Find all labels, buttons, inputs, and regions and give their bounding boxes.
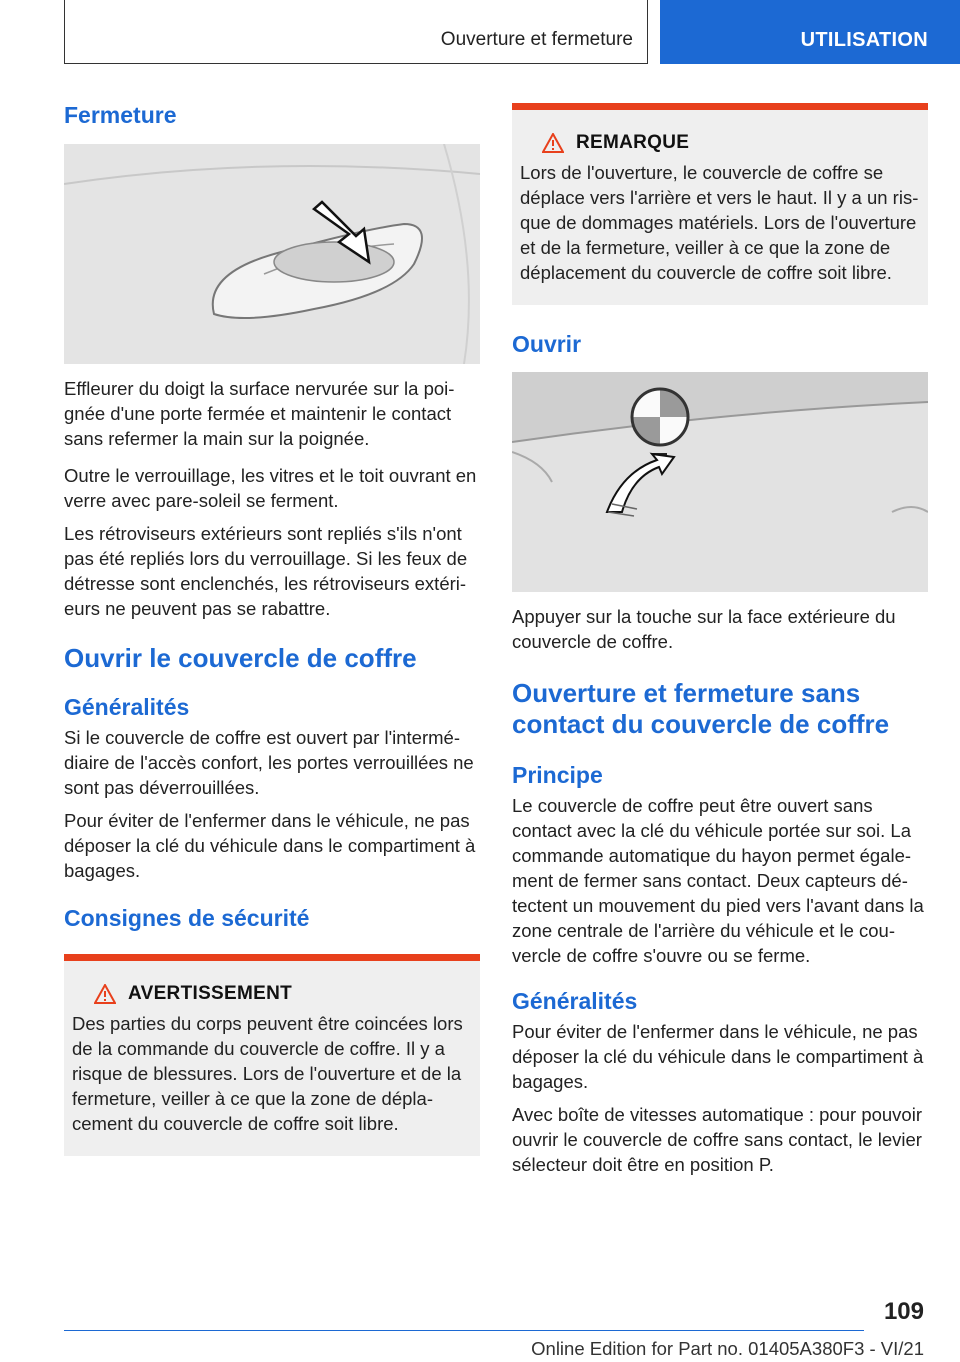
- note-box-title: [520, 132, 920, 154]
- door-handle-illustration: [64, 144, 480, 364]
- note-box: [512, 103, 928, 305]
- right-column: [512, 103, 928, 1177]
- ouvrir-paragraph-1: Appuyer sur la touche sur la face extérieure du couvercle de coffre.: [512, 606, 896, 652]
- generalites-paragraph-2: Pour éviter de l'enfermer dans le véhicule, ne pas déposer la clé du véhicule dans le compartiment à bagages.: [64, 810, 476, 881]
- note-text: Lors de l'ouverture, le couvercle de coffre se déplace vers l'arrière et vers le haut. Il y a un risque de dommages matériels. Lors de l'ouverture et de la fermeture, veiller à ce que la zone de déplacement du couvercle de coffre soit libre.: [520, 162, 919, 283]
- heading-ouvrir: Ouvrir: [512, 331, 582, 357]
- heading-generalites: Généralités: [64, 694, 190, 720]
- warning-box-title: [72, 983, 472, 1005]
- warning-triangle-icon: [94, 984, 116, 1004]
- warning-text: Des parties du corps peuvent être coincées lors de la commande du couvercle de coffre. Il y a risque de blessures. Lors de l'ouverture et de la fermeture, veiller à ce que la zone de déplacement du couvercle de coffre soit libre.: [72, 1013, 463, 1134]
- note-title: REMARQUE: [576, 132, 690, 153]
- generalites-paragraph-1: Si le couvercle de coffre est ouvert par l'intermédiaire de l'accès confort, les portes verrouillées ne sont pas déverrouillées.: [64, 727, 474, 798]
- heading-ouvrir-couvercle: Ouvrir le couvercle de coffre: [64, 643, 417, 673]
- heading-sans-contact: Ouverture et fermeture sans contact du couvercle de coffre: [512, 678, 890, 739]
- door-handle-drawing: [64, 144, 480, 364]
- fermeture-paragraph-2: Outre le verrouillage, les vitres et le toit ouvrant en verre avec pare-soleil se ferment.: [64, 465, 477, 511]
- footer-divider: [64, 1330, 864, 1331]
- page-number: 109: [883, 1298, 924, 1325]
- warning-triangle-icon: [542, 133, 564, 153]
- page-header: [0, 0, 960, 66]
- heading-consignes: Consignes de sécurité: [64, 905, 310, 931]
- trunk-button-drawing: [512, 372, 928, 592]
- generalites2-paragraph-2: Avec boîte de vitesses automatique : pour pouvoir ouvrir le couvercle de coffre sans contact, le levier sélecteur doit être en position P.: [512, 1104, 922, 1175]
- warning-box: [64, 954, 480, 1156]
- fermeture-paragraph-1: Effleurer du doigt la surface nervurée sur la poignée d'une porte fermée et maintenir le contact sans refermer la main sur la poignée.: [64, 378, 455, 449]
- heading-principe: Principe: [512, 762, 603, 788]
- heading-fermeture: Fermeture: [64, 102, 177, 128]
- edition-line: Online Edition for Part no. 01405A380F3 - VI/21: [531, 1338, 924, 1359]
- left-column: [64, 96, 480, 1156]
- heading-generalites-2: Généralités: [512, 988, 638, 1014]
- section-tab: UTILISATION: [660, 0, 960, 64]
- generalites2-paragraph-1: Pour éviter de l'enfermer dans le véhicule, ne pas déposer la clé du véhicule dans le compartiment à bagages.: [512, 1021, 924, 1092]
- principe-paragraph-1: Le couvercle de coffre peut être ouvert sans contact avec la clé du véhicule portée sur soi. La commande automatique du hayon permet également de fermer sans contact. Deux capteurs détectent un mouvement du pied vers l'avant dans la zone centrale de l'arrière du véhicule et le couvercle de coffre s'ouvre ou se ferme.: [512, 795, 924, 966]
- trunk-button-illustration: [512, 372, 928, 592]
- warning-title: AVERTISSEMENT: [128, 983, 293, 1004]
- chapter-title: Ouverture et fermeture: [64, 0, 648, 64]
- fermeture-paragraph-3: Les rétroviseurs extérieurs sont repliés s'ils n'ont pas été repliés lors du verrouillage. Si les feux de détresse sont enclenchés, les rétroviseurs extérieurs ne peuvent pas se rabattre.: [64, 523, 468, 619]
